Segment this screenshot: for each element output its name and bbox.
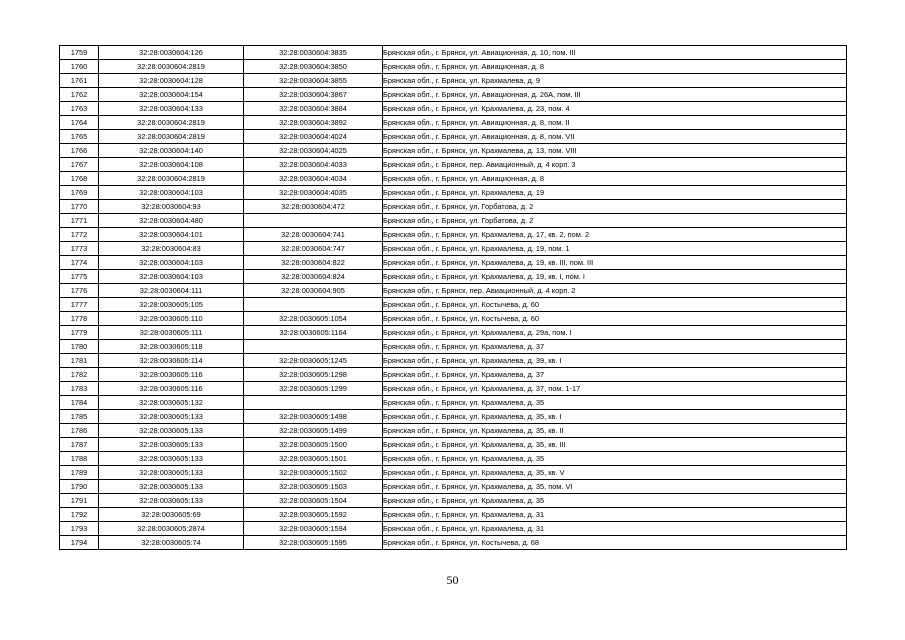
address-cell: Брянская обл., г. Брянск, ул. Авиационная, д. 8: [383, 60, 847, 74]
address-cell: Брянская обл., г. Брянск, ул. Крахмалева, д. 37, пом. 1-17: [383, 382, 847, 396]
parcel-number-cell: 32:28:0030604:108: [99, 158, 244, 172]
parcel-number-cell: 32:28:0030604:2819: [99, 116, 244, 130]
address-cell: Брянская обл., г. Брянск, ул. Крахмалева, д. 17, кв. 2, пом. 2: [383, 228, 847, 242]
building-number-cell: 32:28:0030605:1595: [244, 536, 383, 550]
address-cell: Брянская обл., г. Брянск, ул. Крахмалева, д. 19, кв. III, пом. III: [383, 256, 847, 270]
building-number-cell: 32:28:0030604:472: [244, 200, 383, 214]
table-row: [60, 60, 847, 74]
table-row: [60, 214, 847, 228]
address-cell: Брянская обл., г. Брянск, ул. Авиационная, д. 8, пом. II: [383, 116, 847, 130]
address-cell: Брянская обл., г. Брянск, ул. Костычева, д. 60: [383, 312, 847, 326]
address-cell: Брянская обл., г. Брянск, ул. Крахмалева, д. 35, кв. II: [383, 424, 847, 438]
row-number-cell: 1786: [60, 424, 99, 438]
row-number-cell: 1793: [60, 522, 99, 536]
table-row: [60, 200, 847, 214]
building-number-cell: 32:28:0030605:1592: [244, 508, 383, 522]
building-number-cell: 32:28:0030605:1504: [244, 494, 383, 508]
table-row: [60, 242, 847, 256]
parcel-number-cell: 32:28:0030605:116: [99, 368, 244, 382]
row-number-cell: 1774: [60, 256, 99, 270]
row-number-cell: 1765: [60, 130, 99, 144]
building-number-cell: 32:28:0030605:1054: [244, 312, 383, 326]
row-number-cell: 1775: [60, 270, 99, 284]
address-cell: Брянская обл., г. Брянск, ул. Горбатова, д. 2: [383, 214, 847, 228]
address-cell: Брянская обл., г. Брянск, ул. Крахмалева, д. 35, кв. III: [383, 438, 847, 452]
parcel-number-cell: 32:28:0030604:2819: [99, 130, 244, 144]
row-number-cell: 1759: [60, 46, 99, 60]
address-cell: Брянская обл., г. Брянск, ул. Крахмалева, д. 35, кв. V: [383, 466, 847, 480]
row-number-cell: 1783: [60, 382, 99, 396]
table-row: [60, 298, 847, 312]
address-cell: Брянская обл., г. Брянск, ул. Крахмалева, д. 13, пом. VIII: [383, 144, 847, 158]
table-row: [60, 522, 847, 536]
row-number-cell: 1772: [60, 228, 99, 242]
address-cell: Брянская обл., г. Брянск, ул. Крахмалева, д. 9: [383, 74, 847, 88]
address-cell: Брянская обл., г. Брянск, ул. Крахмалева, д. 23, пом. 4: [383, 102, 847, 116]
parcel-number-cell: 32:28:0030605:133: [99, 438, 244, 452]
row-number-cell: 1779: [60, 326, 99, 340]
table-row: [60, 452, 847, 466]
building-number-cell: [244, 340, 383, 354]
row-number-cell: 1766: [60, 144, 99, 158]
table-row: [60, 466, 847, 480]
address-cell: Брянская обл., г. Брянск, ул. Крахмалева, д. 35: [383, 396, 847, 410]
registry-table: [59, 45, 847, 550]
parcel-number-cell: 32:28:0030604:154: [99, 88, 244, 102]
row-number-cell: 1792: [60, 508, 99, 522]
parcel-number-cell: 32:28:0030605:133: [99, 424, 244, 438]
building-number-cell: 32:28:0030604:4034: [244, 172, 383, 186]
parcel-number-cell: 32:28:0030605:133: [99, 452, 244, 466]
building-number-cell: 32:28:0030605:1594: [244, 522, 383, 536]
address-cell: Брянская обл., г. Брянск, ул. Авиационная, д. 8, пом. VII: [383, 130, 847, 144]
parcel-number-cell: 32:28:0030604:101: [99, 228, 244, 242]
parcel-number-cell: 32:28:0030604:128: [99, 74, 244, 88]
building-number-cell: 32:28:0030605:1498: [244, 410, 383, 424]
row-number-cell: 1768: [60, 172, 99, 186]
table-row: [60, 144, 847, 158]
table-row: [60, 74, 847, 88]
parcel-number-cell: 32:28:0030604:103: [99, 186, 244, 200]
parcel-number-cell: 32:28:0030605:105: [99, 298, 244, 312]
row-number-cell: 1791: [60, 494, 99, 508]
address-cell: Брянская обл., г. Брянск, ул. Крахмалева, д. 19, пом. 1: [383, 242, 847, 256]
table-row: [60, 46, 847, 60]
parcel-number-cell: 32:28:0030604:133: [99, 102, 244, 116]
building-number-cell: 32:28:0030605:1299: [244, 382, 383, 396]
row-number-cell: 1790: [60, 480, 99, 494]
address-cell: Брянская обл., г. Брянск, ул. Крахмалева, д. 19, кв. I, пом. I: [383, 270, 847, 284]
building-number-cell: 32:28:0030604:3892: [244, 116, 383, 130]
table-row: [60, 326, 847, 340]
address-cell: Брянская обл., г. Брянск, ул. Авиационная, д. 10, пом. III: [383, 46, 847, 60]
parcel-number-cell: 32:28:0030605:118: [99, 340, 244, 354]
parcel-number-cell: 32:28:0030605:111: [99, 326, 244, 340]
row-number-cell: 1769: [60, 186, 99, 200]
address-cell: Брянская обл., г. Брянск, ул. Авиационная, д. 26А, пом. III: [383, 88, 847, 102]
table-row: [60, 536, 847, 550]
parcel-number-cell: 32:28:0030605:133: [99, 480, 244, 494]
parcel-number-cell: 32:28:0030605:74: [99, 536, 244, 550]
building-number-cell: 32:28:0030604:822: [244, 256, 383, 270]
building-number-cell: 32:28:0030604:4035: [244, 186, 383, 200]
building-number-cell: 32:28:0030604:747: [244, 242, 383, 256]
parcel-number-cell: 32:28:0030604:103: [99, 270, 244, 284]
table-row: [60, 116, 847, 130]
building-number-cell: 32:28:0030605:1245: [244, 354, 383, 368]
row-number-cell: 1781: [60, 354, 99, 368]
building-number-cell: [244, 298, 383, 312]
parcel-number-cell: 32:28:0030604:2819: [99, 60, 244, 74]
building-number-cell: 32:28:0030604:3850: [244, 60, 383, 74]
table-row: [60, 88, 847, 102]
address-cell: Брянская обл., г. Брянск, ул. Крахмалева, д. 31: [383, 508, 847, 522]
building-number-cell: 32:28:0030605:1298: [244, 368, 383, 382]
building-number-cell: 32:28:0030604:3835: [244, 46, 383, 60]
table-row: [60, 424, 847, 438]
address-cell: Брянская обл., г. Брянск, ул. Крахмалева, д. 35, пом. VI: [383, 480, 847, 494]
parcel-number-cell: 32:28:0030604:93: [99, 200, 244, 214]
address-cell: Брянская обл., г. Брянск, ул. Крахмалева, д. 37: [383, 368, 847, 382]
parcel-number-cell: 32:28:0030604:2819: [99, 172, 244, 186]
row-number-cell: 1777: [60, 298, 99, 312]
building-number-cell: 32:28:0030604:741: [244, 228, 383, 242]
row-number-cell: 1761: [60, 74, 99, 88]
building-number-cell: 32:28:0030604:3855: [244, 74, 383, 88]
row-number-cell: 1785: [60, 410, 99, 424]
table-row: [60, 312, 847, 326]
table-row: [60, 382, 847, 396]
building-number-cell: 32:28:0030605:1164: [244, 326, 383, 340]
building-number-cell: 32:28:0030605:1499: [244, 424, 383, 438]
row-number-cell: 1770: [60, 200, 99, 214]
table-row: [60, 410, 847, 424]
address-cell: Брянская обл., г. Брянск, ул. Костычева, д. 68: [383, 536, 847, 550]
address-cell: Брянская обл., г. Брянск, ул. Крахмалева, д. 31: [383, 522, 847, 536]
parcel-number-cell: 32:28:0030605:69: [99, 508, 244, 522]
table-row: [60, 172, 847, 186]
address-cell: Брянская обл., г. Брянск, ул. Крахмалева, д. 35: [383, 452, 847, 466]
table-row: [60, 256, 847, 270]
table-row: [60, 480, 847, 494]
building-number-cell: 32:28:0030604:3867: [244, 88, 383, 102]
parcel-number-cell: 32:28:0030605:114: [99, 354, 244, 368]
parcel-number-cell: 32:28:0030605:133: [99, 494, 244, 508]
table-row: [60, 508, 847, 522]
building-number-cell: 32:28:0030605:1500: [244, 438, 383, 452]
table-row: [60, 130, 847, 144]
page-number: 50: [446, 573, 459, 587]
parcel-number-cell: 32:28:0030604:140: [99, 144, 244, 158]
table-row: [60, 186, 847, 200]
address-cell: Брянская обл., г. Брянск, ул. Крахмалева, д. 29а, пом. I: [383, 326, 847, 340]
address-cell: Брянская обл., г. Брянск, ул. Авиационная, д. 8: [383, 172, 847, 186]
address-cell: Брянская обл., г. Брянск, ул. Крахмалева, д. 39, кв. I: [383, 354, 847, 368]
parcel-number-cell: 32:28:0030604:111: [99, 284, 244, 298]
table-row: [60, 340, 847, 354]
building-number-cell: [244, 396, 383, 410]
parcel-number-cell: 32:28:0030605:133: [99, 410, 244, 424]
address-cell: Брянская обл., г. Брянск, ул. Крахмалева, д. 37: [383, 340, 847, 354]
table-row: [60, 494, 847, 508]
row-number-cell: 1763: [60, 102, 99, 116]
row-number-cell: 1794: [60, 536, 99, 550]
parcel-number-cell: 32:28:0030605:110: [99, 312, 244, 326]
parcel-number-cell: 32:28:0030604:103: [99, 256, 244, 270]
table-row: [60, 354, 847, 368]
parcel-number-cell: 32:28:0030605:2874: [99, 522, 244, 536]
row-number-cell: 1764: [60, 116, 99, 130]
registry-table-body: [60, 46, 847, 550]
row-number-cell: 1789: [60, 466, 99, 480]
building-number-cell: 32:28:0030605:1501: [244, 452, 383, 466]
table-row: [60, 368, 847, 382]
parcel-number-cell: 32:28:0030604:83: [99, 242, 244, 256]
table-row: [60, 158, 847, 172]
address-cell: Брянская обл., г. Брянск, пер. Авиационный, д. 4 корп. 2: [383, 284, 847, 298]
address-cell: Брянская обл., г. Брянск, ул. Крахмалева, д. 35: [383, 494, 847, 508]
building-number-cell: 32:28:0030604:4033: [244, 158, 383, 172]
row-number-cell: 1776: [60, 284, 99, 298]
address-cell: Брянская обл., г. Брянск, пер. Авиационный, д. 4 корп. 3: [383, 158, 847, 172]
address-cell: Брянская обл., г. Брянск, ул. Горбатова, д. 2: [383, 200, 847, 214]
building-number-cell: 32:28:0030605:1503: [244, 480, 383, 494]
row-number-cell: 1784: [60, 396, 99, 410]
row-number-cell: 1787: [60, 438, 99, 452]
building-number-cell: [244, 214, 383, 228]
building-number-cell: 32:28:0030605:1502: [244, 466, 383, 480]
building-number-cell: 32:28:0030604:824: [244, 270, 383, 284]
table-row: [60, 102, 847, 116]
building-number-cell: 32:28:0030604:4024: [244, 130, 383, 144]
table-row: [60, 270, 847, 284]
row-number-cell: 1788: [60, 452, 99, 466]
row-number-cell: 1760: [60, 60, 99, 74]
row-number-cell: 1767: [60, 158, 99, 172]
address-cell: Брянская обл., г. Брянск, ул. Костычева, д. 60: [383, 298, 847, 312]
building-number-cell: 32:28:0030604:3884: [244, 102, 383, 116]
table-row: [60, 284, 847, 298]
building-number-cell: 32:28:0030604:4025: [244, 144, 383, 158]
building-number-cell: 32:28:0030604:905: [244, 284, 383, 298]
parcel-number-cell: 32:28:0030604:126: [99, 46, 244, 60]
address-cell: Брянская обл., г. Брянск, ул. Крахмалева, д. 35, кв. I: [383, 410, 847, 424]
parcel-number-cell: 32:28:0030605:133: [99, 466, 244, 480]
row-number-cell: 1762: [60, 88, 99, 102]
address-cell: Брянская обл., г. Брянск, ул. Крахмалева, д. 19: [383, 186, 847, 200]
row-number-cell: 1780: [60, 340, 99, 354]
parcel-number-cell: 32:28:0030605:116: [99, 382, 244, 396]
parcel-number-cell: 32:28:0030605:132: [99, 396, 244, 410]
row-number-cell: 1782: [60, 368, 99, 382]
table-row: [60, 438, 847, 452]
row-number-cell: 1773: [60, 242, 99, 256]
table-row: [60, 396, 847, 410]
table-row: [60, 228, 847, 242]
row-number-cell: 1771: [60, 214, 99, 228]
parcel-number-cell: 32:28:0030604:480: [99, 214, 244, 228]
row-number-cell: 1778: [60, 312, 99, 326]
